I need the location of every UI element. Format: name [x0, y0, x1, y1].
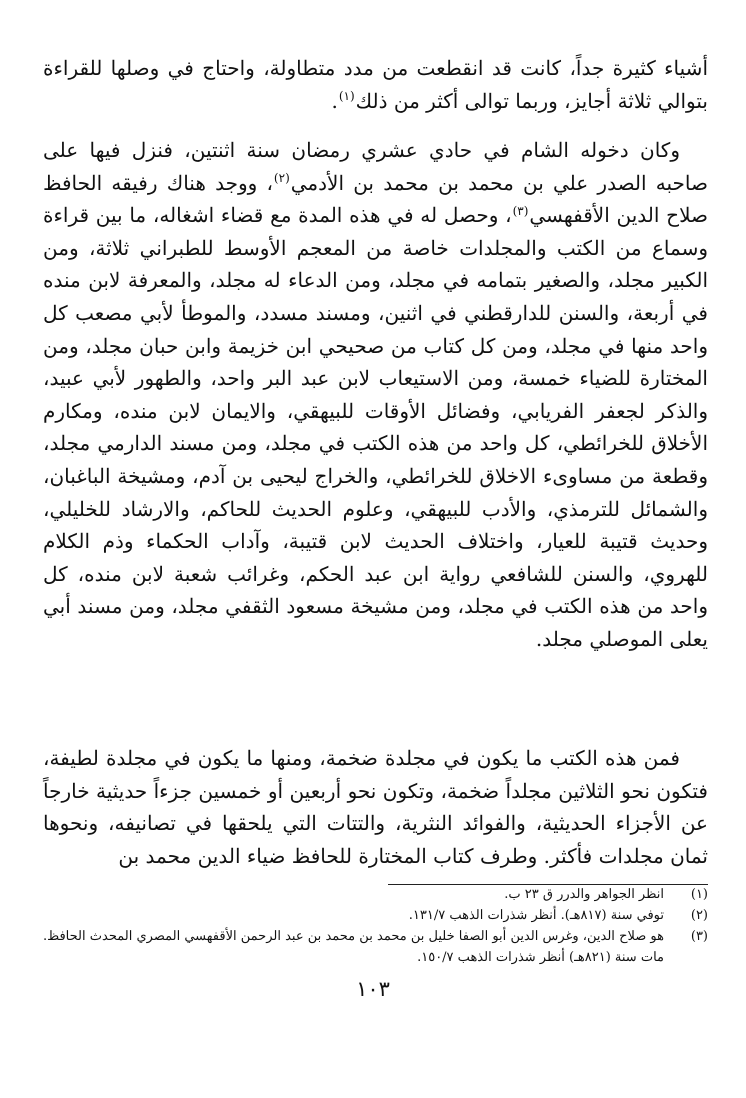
footnote-ref-1: (١): [338, 88, 355, 103]
footnote-3: [43, 926, 708, 968]
footnote-text: هو صلاح الدين، وغرس الدين أبو الصفا خليل بن محمد بن محمد بن عبد الرحمن الأقفهسي المصري المحدث الحافظ. مات سنة (٨٢١هـ) أنظر شذرات الذهب ١٥٠/٧.: [43, 929, 664, 965]
footnote-text: انظر الجواهر والدرر ق ٢٣ ب.: [504, 887, 664, 902]
paragraph-2-text-c: ، وحصل له في هذه المدة مع قضاء اشغاله، ما بين قراءة وسماع من الكتب والمجلدات خاصة من المعجم الأوسط للطبراني ثلاثة، ومن الكبير مجلد، والصغير بتمامه في مجلد، ومن الدعاء له مجلد، والمعرفة لابن منده في أربعة، والسنن للدارقطني في اثنين، ومسند مسدد، والموطأ لأبي مصعب كل واحد منها في مجلد، ومن كل كتاب من صحيحي ابن خزيمة وابن حبان مجلد، ومن المختارة للضياء خمسة، ومن الاستيعاب لابن عبد البر واحد، والطهور لأبي عبيد، والذكر لجعفر الفريابي، وفضائل الأوقات للبيهقي، والايمان لابن منده، ومكارم الأخلاق للخرائطي، كل واحد من هذه الكتب في مجلد، ومن مسند الدارمي مجلد، وقطعة من مساوىء الاخلاق للخرائطي، والخراج ليحيى بن آدم، ومشيخة الباغبان، والشمائل للترمذي، والأدب للبيهقي، وعلوم الحديث للحاكم، والارشاد للخليلي، وحديث قتيبة للعيار، واختلاف الحديث لابن قتيبة، وآداب الحكماء وذم الكلام للهروي، والسنن للشافعي رواية ابن عبد الحكم، وغرائب شعبة لابن منده، كل واحد من هذه الكتب في مجلد، ومن مشيخة مسعود الثقفي مجلد، ومن مسند أبي يعلى الموصلي مجلد.: [43, 203, 709, 651]
page-number: ١٠٣: [356, 977, 390, 1001]
footnotes: [43, 884, 708, 968]
paragraph-3: [43, 742, 708, 872]
footnote-2: [43, 905, 708, 926]
footnote-text: توفي سنة (٨١٧هـ). أنظر شذرات الذهب ١٣١/٧.: [408, 908, 664, 923]
paragraph-2-text-a: وكان دخوله الشام في حادي عشري رمضان سنة اثنتين، فنزل فيها على صاحبه الصدر علي بن محمد بن محمد بن الأدمي: [43, 138, 708, 195]
paragraph-1-end: .: [331, 88, 338, 113]
paragraph-2-text-b: ، ووجد هناك رفيقه الحافظ صلاح الدين الأقفهسي: [43, 170, 708, 228]
paragraph-1-text: أشياء كثيرة جداً، كانت قد انقطعت من مدد متطاولة، واحتاج في وصلها للقراءة بتوالي ثلاثة أجايز، وربما توالى أكثر من ذلك: [43, 56, 708, 113]
footnote-1: [43, 884, 708, 905]
paragraph-1: [43, 52, 708, 117]
footnote-ref-2: (٢): [273, 170, 290, 185]
paragraph-3-text: فمن هذه الكتب ما يكون في مجلدة ضخمة، ومنها ما يكون في مجلدة لطيفة، فتكون نحو الثلاثين مجلداً ضخمة، وتكون نحو أربعين أو خمسين جزءاً حديثية خارجاً عن الأجزاء الحديثية، والفوائد النثرية، والتتات التي يلحقها في تصانيفه، ونحوها ثمان مجلدات فأكثر. وطرف كتاب المختارة للحافظ ضياء الدين محمد بن: [43, 746, 708, 868]
paragraph-2: [43, 134, 708, 656]
footnote-ref-3: (٣): [512, 203, 529, 218]
footnote-number: (٣): [690, 929, 708, 944]
footnote-number: (١): [690, 887, 708, 902]
footnote-number: (٢): [690, 908, 708, 923]
